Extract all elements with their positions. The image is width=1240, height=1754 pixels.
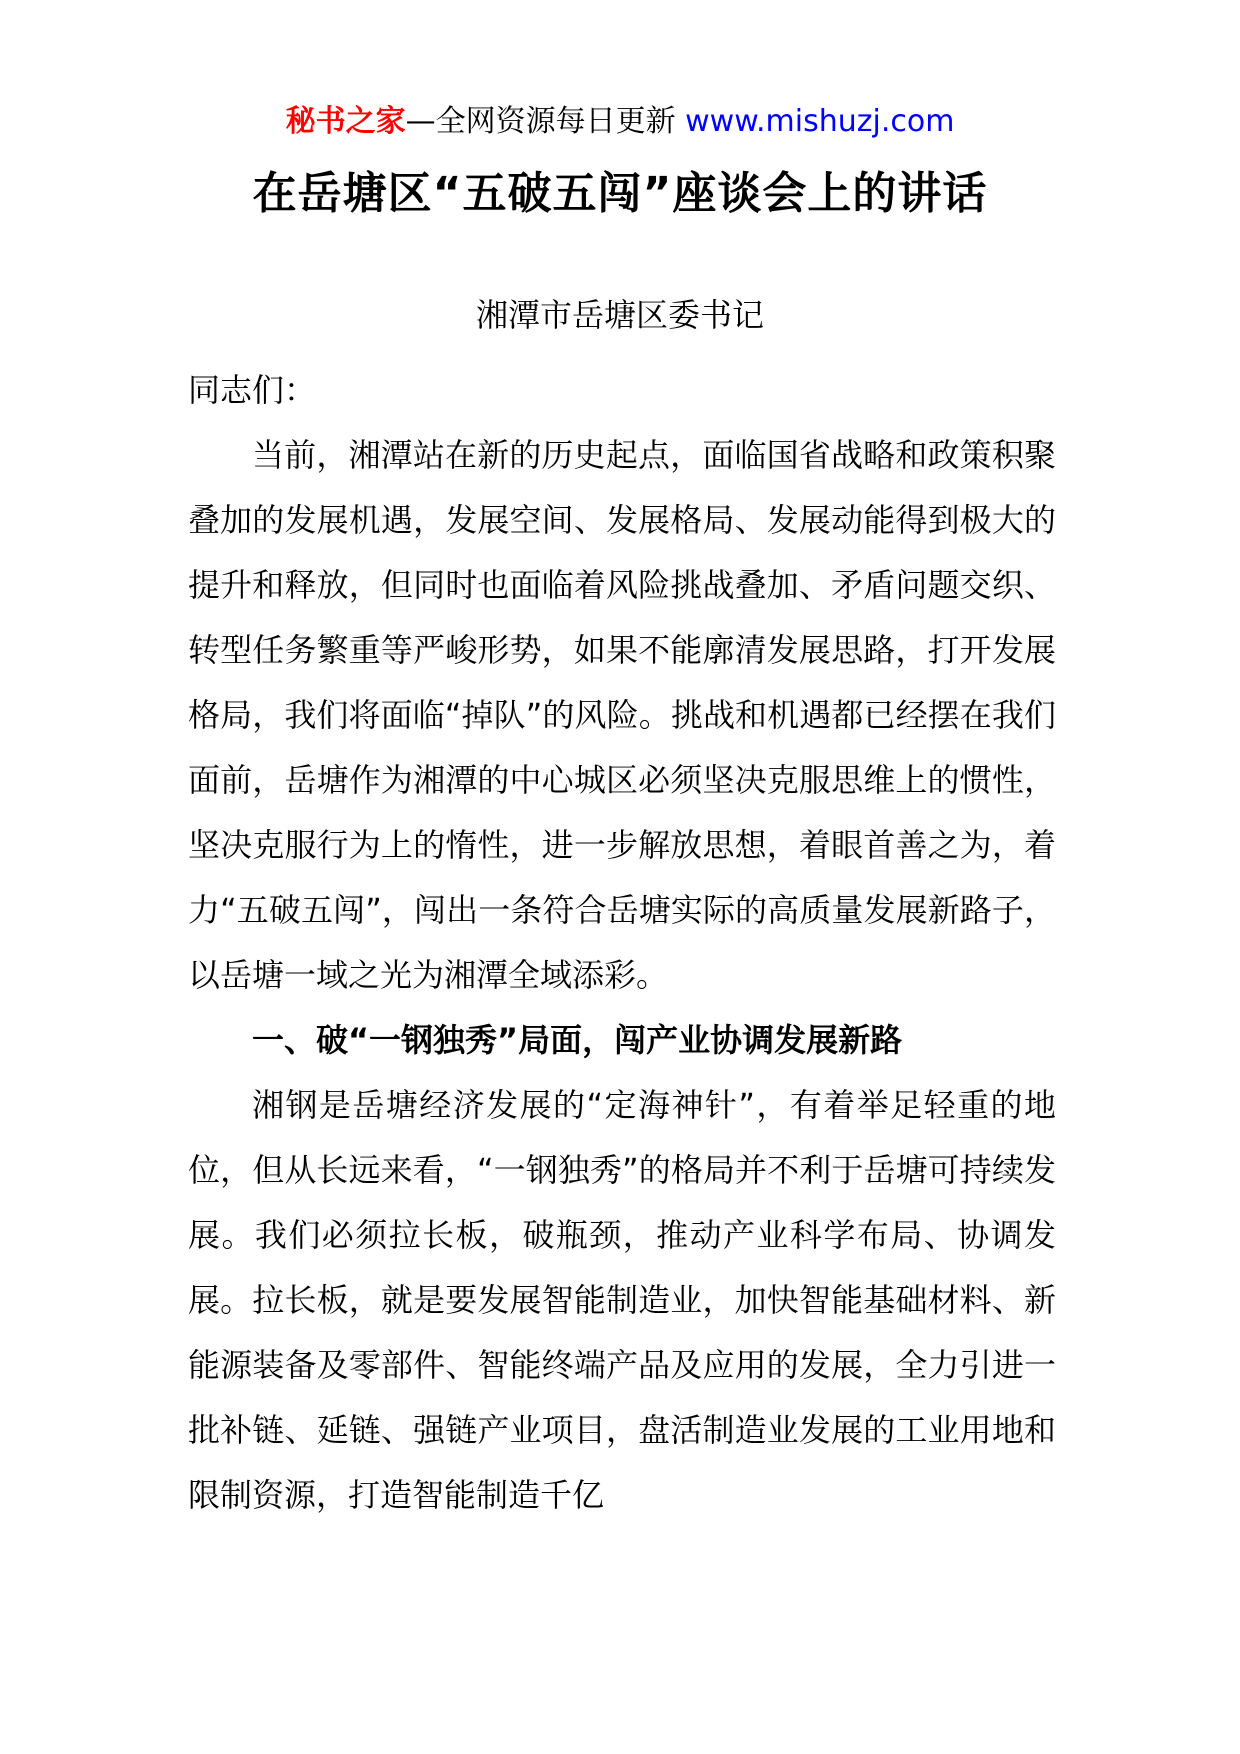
site-url-link[interactable]: www.mishuzj.com [685, 104, 955, 139]
site-brand: 秘书之家 [285, 104, 406, 139]
body-paragraph: 当前，湘潭站在新的历史起点，面临国省战略和政策积聚叠加的发展机遇，发展空间、发展格局、发展动能得到极大的提升和释放，但同时也面临着风险挑战叠加、矛盾问题交织、转型任务繁重等严峻形势，如果不能廓清发展思路，打开发展格局，我们将面临“掉队”的风险。挑战和机遇都已经摆在我们面前，岳塘作为湘潭的中心城区必须坚决克服思维上的惯性，坚决克服行为上的惰性，进一步解放思想，着眼首善之为，着力“五破五闯”，闯出一条符合岳塘实际的高质量发展新路子，以岳塘一域之光为湘潭全域添彩。 [188, 436, 1056, 994]
document-author: 湘潭市岳塘区委书记 [475, 296, 764, 334]
section-paragraph: 湘钢是岳塘经济发展的“定海神针”，有着举足轻重的地位，但从长远来看，“一钢独秀”的格局并不利于岳塘可持续发展。我们必须拉长板，破瓶颈，推动产业科学布局、协调发展。拉长板，就是要发展智能制造业，加快智能基础材料、新能源装备及零部件、智能终端产品及应用的发展，全力引进一批补链、延链、强链产业项目，盘活制造业发展的工业用地和限制资源，打造智能制造千亿 [188, 1086, 1056, 1514]
salutation: 同志们： [188, 371, 317, 409]
site-tagline: —全网资源每日更新 [405, 104, 686, 139]
site-header [0, 100, 1240, 144]
document-body [188, 358, 1056, 1528]
document-title: 在岳塘区“五破五闯”座谈会上的讲话 [252, 168, 988, 219]
section-heading: 一、破“一钢独秀”局面，闯产业协调发展新路 [252, 1021, 903, 1059]
